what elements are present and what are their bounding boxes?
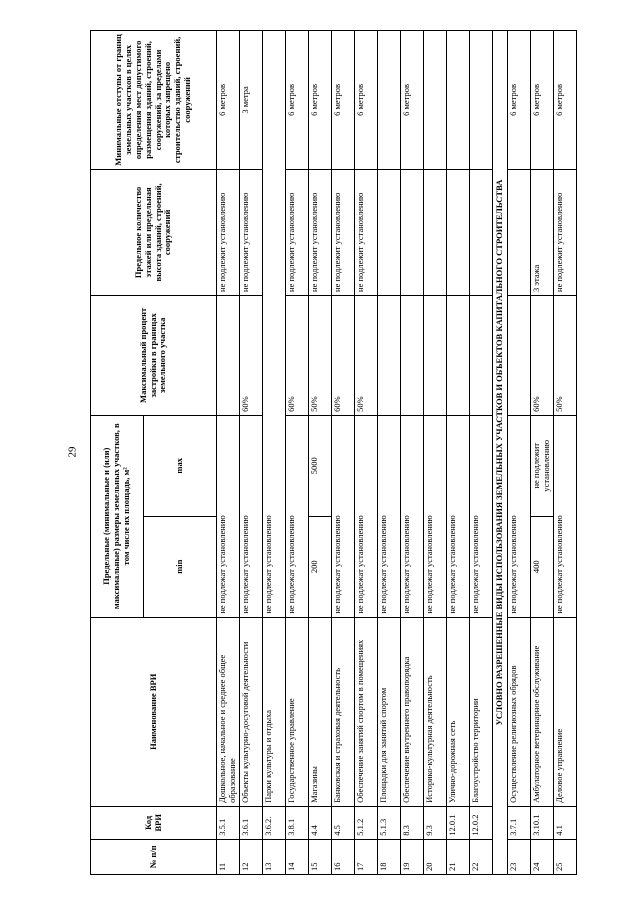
row-percent: 60% [530, 295, 553, 415]
row-code: 4.1 [553, 806, 576, 839]
header-max: max [144, 415, 217, 516]
table-section [493, 31, 508, 875]
row-area: не подлежат установлению [332, 415, 355, 617]
header-setback: Минимальные отступы от границ земельных участков в целях определения мест допустимого размещения зданий, строений, сооружений, за пределами которых запрещено строительство зданий, строений, сооружений [91, 31, 217, 170]
row-setback [470, 31, 493, 170]
row-setback: 6 метров [355, 31, 378, 170]
row-area: не подлежат установлению [424, 415, 447, 617]
row-percent [424, 295, 447, 415]
row-name: Государственное управление [286, 617, 309, 806]
row-number: 25 [553, 839, 576, 874]
row-number: 11 [217, 839, 240, 874]
row-setback: 3 метра [240, 31, 263, 170]
table-row [286, 31, 309, 875]
row-percent: 60% [286, 295, 309, 415]
row-code: 3.8.1 [286, 806, 309, 839]
row-setback [378, 31, 401, 170]
row-name: Благоустройство территории [470, 617, 493, 806]
rotated-table-container [90, 30, 564, 875]
row-floors [401, 169, 424, 295]
row-number: 18 [378, 839, 401, 874]
row-number: 16 [332, 839, 355, 874]
row-setback: 6 метров [401, 31, 424, 170]
table-row [424, 31, 447, 875]
row-name: Банковская и страховая деятельность [332, 617, 355, 806]
row-number: 12 [240, 839, 263, 874]
header-name: Наименование ВРИ [91, 617, 217, 806]
row-area: не подлежат установлению [447, 415, 470, 617]
table-row [470, 31, 493, 875]
row-floors [507, 169, 530, 295]
row-code: 9.3 [424, 806, 447, 839]
table-row [378, 31, 401, 875]
row-code: 3.6.2. [263, 806, 286, 839]
header-num: № п/п [91, 839, 217, 874]
row-name: Историко-культурная деятельность [424, 617, 447, 806]
row-floors: не подлежит установлению [332, 169, 355, 295]
row-number: 14 [286, 839, 309, 874]
table-row [309, 31, 332, 875]
row-number: 21 [447, 839, 470, 874]
table-row [217, 31, 240, 875]
row-setback: 6 метров [553, 31, 576, 170]
row-code: 3.5.1 [217, 806, 240, 839]
table-body-conditional [507, 31, 576, 875]
row-span-value: не подлежат установлению [263, 31, 286, 618]
row-percent: 50% [309, 295, 332, 415]
header-percent: Максимальный процент застройки в границах земельного участка [91, 295, 217, 415]
header-floors: Предельное количество этажей или предельная высота зданий, строений, сооружений [91, 169, 217, 295]
row-number: 15 [309, 839, 332, 874]
row-percent: 60% [240, 295, 263, 415]
row-area: не подлежат установлению [507, 415, 530, 617]
row-number: 19 [401, 839, 424, 874]
row-number: 17 [355, 839, 378, 874]
page-number: 29 [66, 446, 78, 458]
row-area-min: 400 [530, 516, 553, 617]
table-row [530, 31, 553, 875]
row-floors: не подлежит установлению [240, 169, 263, 295]
row-percent [401, 295, 424, 415]
row-number: 13 [263, 839, 286, 874]
row-percent: 50% [355, 295, 378, 415]
row-name: Обеспечение внутреннего правопорядка [401, 617, 424, 806]
row-setback [424, 31, 447, 170]
row-area-min: 200 [309, 516, 332, 617]
table-row [507, 31, 530, 875]
table-row [447, 31, 470, 875]
table-body-permitted [217, 31, 493, 875]
row-code: 4.4 [309, 806, 332, 839]
row-code: 3.6.1 [240, 806, 263, 839]
table-row [355, 31, 378, 875]
row-name: Осуществление религиозных обрядов [507, 617, 530, 806]
row-name: Улично-дорожная сеть [447, 617, 470, 806]
table-row [553, 31, 576, 875]
row-floors [470, 169, 493, 295]
row-floors: 3 этажа [530, 169, 553, 295]
row-floors: не подлежит установлению [309, 169, 332, 295]
row-code: 4.5 [332, 806, 355, 839]
row-area: не подлежат установлению [470, 415, 493, 617]
row-floors [447, 169, 470, 295]
row-code: 3.7.1 [507, 806, 530, 839]
row-floors: не подлежит установлению [217, 169, 240, 295]
row-area: не подлежат установлению [355, 415, 378, 617]
row-area-max: 5000 [309, 415, 332, 516]
row-name: Объекты культурно-досуговой деятельности [240, 617, 263, 806]
row-percent: 60% [332, 295, 355, 415]
row-floors: не подлежит установлению [355, 169, 378, 295]
row-area: не подлежат установлению [401, 415, 424, 617]
row-code: 5.1.3 [378, 806, 401, 839]
row-name: Магазины [309, 617, 332, 806]
row-floors [378, 169, 401, 295]
row-code: 12.0.1 [447, 806, 470, 839]
row-percent [378, 295, 401, 415]
row-floors [424, 169, 447, 295]
row-percent [507, 295, 530, 415]
row-setback [447, 31, 470, 170]
row-area: не подлежат установлению [240, 415, 263, 617]
row-percent [217, 295, 240, 415]
row-setback: 6 метров [507, 31, 530, 170]
header-area-group: Предельные (минимальные и (или) максимальные) размеры земельных участков, в том числе их площадь, м² [91, 415, 144, 617]
row-area: не подлежат установлению [217, 415, 240, 617]
row-name: Площадки для занятий спортом [378, 617, 401, 806]
table-row [401, 31, 424, 875]
row-name: Парки культуры и отдыха [263, 617, 286, 806]
row-area: не подлежат установлению [553, 415, 576, 617]
row-name: Амбулаторное ветеринарное обслуживание [530, 617, 553, 806]
row-setback: 6 метров [217, 31, 240, 170]
row-floors: не подлежит установлению [286, 169, 309, 295]
row-code: 8.3 [401, 806, 424, 839]
row-area: не подлежат установлению [378, 415, 401, 617]
table-row [332, 31, 355, 875]
row-floors: не подлежит установлению [553, 169, 576, 295]
header-min: min [144, 516, 217, 617]
table-row [240, 31, 263, 875]
row-name: Дошкольное, начальное и среднее общее образование [217, 617, 240, 806]
row-percent: 50% [553, 295, 576, 415]
row-setback: 6 метров [309, 31, 332, 170]
row-setback: 6 метров [530, 31, 553, 170]
row-number: 24 [530, 839, 553, 874]
header-code: Код ВРИ [91, 806, 217, 839]
table-row [263, 31, 286, 875]
row-area-max: не подлежит установлению [530, 415, 553, 516]
row-percent [447, 295, 470, 415]
row-number: 22 [470, 839, 493, 874]
row-number: 23 [507, 839, 530, 874]
row-number: 20 [424, 839, 447, 874]
row-code: 3.10.1 [530, 806, 553, 839]
row-setback: 6 метров [286, 31, 309, 170]
row-area: не подлежат установлению [286, 415, 309, 617]
row-name: Деловое управление [553, 617, 576, 806]
section-title: УСЛОВНО РАЗРЕШЕННЫЕ ВИДЫ ИСПОЛЬЗОВАНИЯ ЗЕМЕЛЬНЫХ УЧАСТКОВ И ОБЪЕКТОВ КАПИТАЛЬНОГО СТРОИТЕЛЬСТВА [493, 31, 508, 875]
row-setback: 6 метров [332, 31, 355, 170]
row-percent [470, 295, 493, 415]
row-name: Обеспечение занятий спортом в помещениях [355, 617, 378, 806]
row-code: 12.0.2 [470, 806, 493, 839]
row-code: 5.1.2 [355, 806, 378, 839]
vri-table [90, 30, 577, 875]
